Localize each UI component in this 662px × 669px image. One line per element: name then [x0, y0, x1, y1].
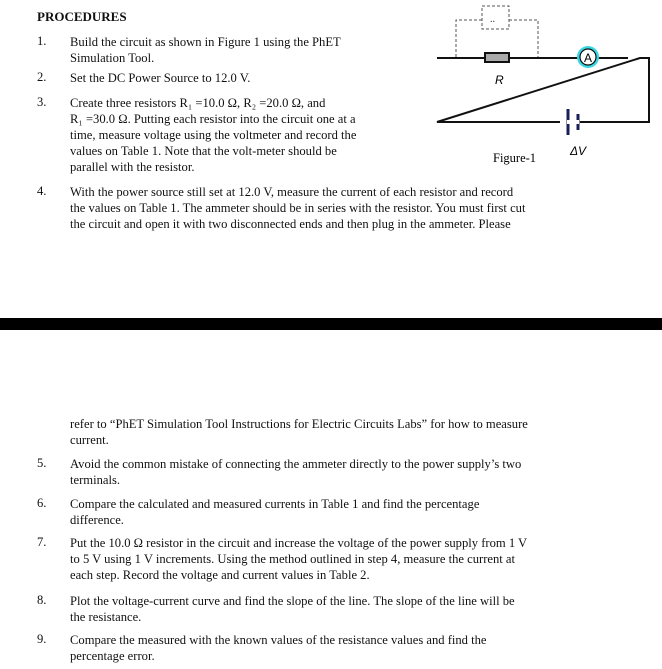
step-text-line: current.: [70, 433, 109, 447]
step-text-line: Build the circuit as shown in Figure 1 using the PhET: [70, 35, 341, 49]
step-text-line: R₁ =30.0 Ω. Putting each resistor into the circuit one at a: [70, 112, 356, 126]
voltage-label: ΔV: [570, 144, 587, 158]
step-text-line: Plot the voltage-current curve and find the slope of the line. The slope of the line will be: [70, 594, 515, 608]
step-text-line: the values on Table 1. The ammeter should be in series with the resistor. You must first cut: [70, 201, 526, 215]
step-number: 8.: [37, 593, 47, 607]
step-text-line: to 5 V using 1 V increments. Using the method outlined in step 4, measure the current at: [70, 552, 516, 566]
step-number: 2.: [37, 70, 47, 84]
step-text-line: Avoid the common mistake of connecting the ammeter directly to the power supply’s two: [70, 457, 522, 471]
page-divider: [0, 318, 662, 330]
step-text-line: values on Table 1. Note that the volt-meter should be: [70, 144, 337, 158]
step-text-line: terminals.: [70, 473, 121, 487]
step-text-line: Compare the calculated and measured currents in Table 1 and find the percentage: [70, 497, 480, 511]
step-number: 6.: [37, 496, 47, 510]
step-number: 9.: [37, 632, 47, 646]
circuit-figure: [420, 0, 660, 180]
step-text-line: Set the DC Power Source to 12.0 V.: [70, 71, 251, 85]
resistor-label: R: [495, 73, 504, 87]
step-text-line: parallel with the resistor.: [70, 160, 195, 174]
step-text-line: refer to “PhET Simulation Tool Instructions for Electric Circuits Labs” for how to measure: [70, 417, 528, 431]
step-text-line: percentage error.: [70, 649, 155, 663]
step-number: 4.: [37, 184, 47, 198]
step-text-line: Create three resistors R₁ =10.0 Ω, R₂ =20.0 Ω, and: [70, 96, 326, 110]
step-text-line: Simulation Tool.: [70, 51, 155, 65]
step-number: 5.: [37, 456, 47, 470]
step-text-line: the resistance.: [70, 610, 142, 624]
svg-text:A: A: [583, 51, 593, 65]
circuit-wire: [437, 58, 649, 122]
voltmeter-dashed-branch: [456, 6, 538, 57]
resistor-icon: [485, 53, 509, 62]
figure-caption: Figure-1: [493, 151, 537, 165]
step-text-line: difference.: [70, 513, 124, 527]
procedures-heading: PROCEDURES: [37, 9, 127, 24]
step-number: 1.: [37, 34, 47, 48]
voltmeter-dots: ..: [490, 14, 495, 25]
step-text-line: With the power source still set at 12.0 V, measure the current of each resistor and record: [70, 185, 514, 199]
step-number: 3.: [37, 95, 47, 109]
step-text-line: time, measure voltage using the voltmeter and record the: [70, 128, 357, 142]
ammeter-icon: [577, 46, 599, 68]
step-text-line: Put the 10.0 Ω resistor in the circuit and increase the voltage of the power supply from 1 V: [70, 536, 528, 550]
step-text-line: the circuit and open it with two disconnected ends and then plug in the ammeter. Please: [70, 217, 511, 231]
step-number: 7.: [37, 535, 47, 549]
step-text-line: each step. Record the voltage and current values in Table 2.: [70, 568, 370, 582]
step-text-line: Compare the measured with the known values of the resistance values and find the: [70, 633, 487, 647]
